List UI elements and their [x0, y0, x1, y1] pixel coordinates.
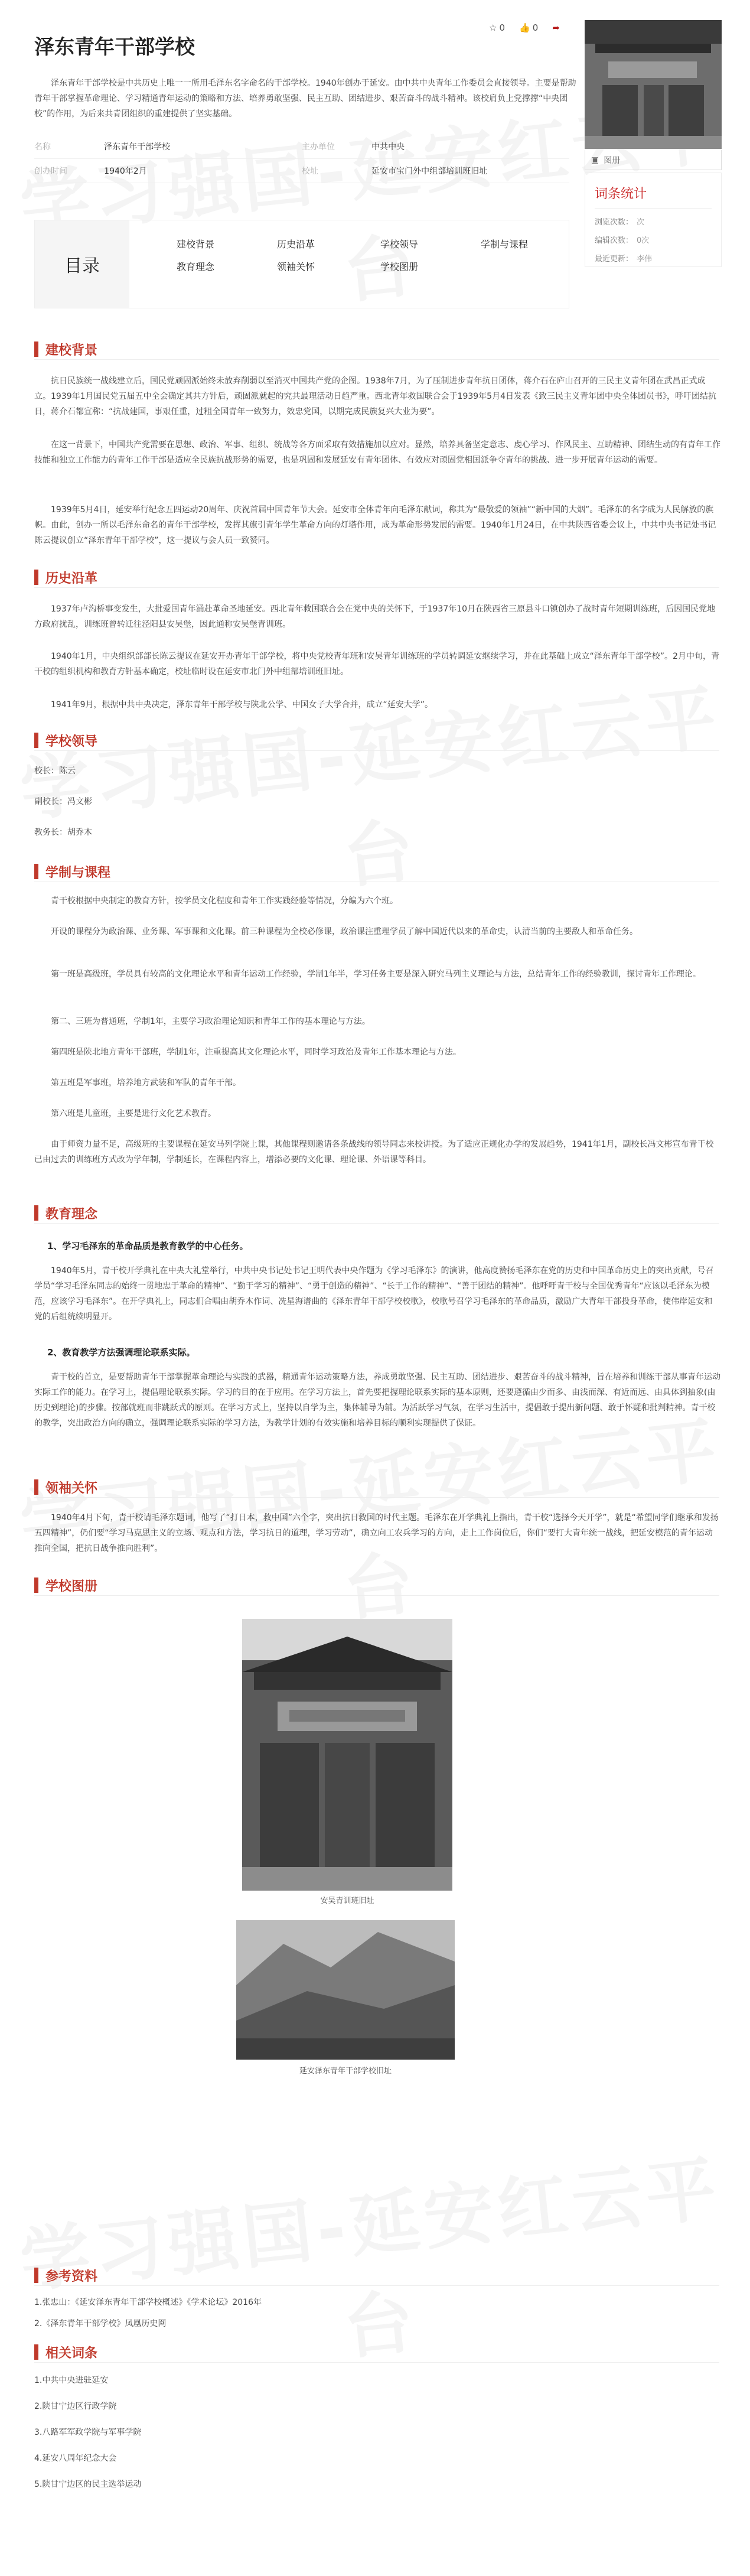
image-icon: ▣: [591, 155, 599, 165]
paragraph: 1940年5月，青干校开学典礼在中央大礼堂举行，中共中央书记处书记王明代表中央作题为《学习毛泽东》的演讲，他高度赞扬毛泽东在党的历史和中国革命历史上的突出贡献，号召学员“学习毛泽东同志的始终一贯地忠于革命的精神”、“勤于学习的精神”、“勇于创造的精神”、“长于工作的精神”、“善于团结的精神”。他呼吁青干校与全国优秀青年“应该以毛泽东为模范，应该学习毛泽东”。在开学典礼上，同志们合唱由胡乔木作词、冼星海谱曲的《泽东青年干部学校校歌》，校歌号召学习毛泽东的革命品质，激励广大青年干部投身革命，使伟岸延安和党的后组统续明显开。: [34, 1266, 714, 1322]
paragraph: 抗日民族统一战线建立后，国民党顽固派始终未放弃削弱以至消灭中国共产党的企图。1938年7月，为了压制进步青年抗日团体，蒋介石在庐山召开的三民主义青年团在武昌正式成立。1939年1月国民党五届五中全会确定其共方针后，顽固派就起的究共最理活动日趋严重。西北青年救国联合会于1939年5月4日发表《致三民主义青年团中央全体团员书》，呼吁团结抗日，蒋介石都宣称：“抗战建国，事艰任重，过粗全国青年一致努力，效忠党国，以期完成民族复兴大业为要”。: [34, 376, 716, 417]
leader-item: 校长：陈云: [34, 766, 76, 776]
section-heading-related: 相关词条: [34, 2342, 719, 2363]
paragraph: 第四班是陕北地方青年干部班，学制1年，注重提高其文化理论水平，同时学习政治及青年工作基本理论与方法。: [51, 1048, 461, 1057]
info-row: [34, 159, 569, 183]
leader-item: 副校长：冯文彬: [34, 797, 92, 806]
info-key: 校址: [302, 167, 318, 176]
like-button[interactable]: [519, 22, 538, 33]
paragraph: 第二、三班为普通班，学制1年，主要学习政治理论知识和青年工作的基本理论与方法。: [51, 1017, 370, 1026]
table-of-contents: [34, 220, 569, 308]
section-heading-leaders: 学校领导: [34, 730, 719, 751]
toc-item[interactable]: 历史沿革: [277, 239, 315, 250]
paragraph: 1940年1月，中央组织部部长陈云提议在延安开办青年干部学校，将中央党校青年班和安吴青年训练班的学员转调延安继续学习，并在此基础上成立“泽东青年干部学校”。2月中旬，青干校的组织机构和教育方针基本确定，校址临时设在延安市北门外中组部培训班旧址。: [34, 652, 719, 676]
reference-item[interactable]: 2.《泽东青年干部学校》凤凰历史网: [34, 2319, 167, 2328]
page-title: 泽东青年干部学校: [34, 35, 195, 59]
photo-yanan-site: [236, 1920, 455, 2060]
entry-stats: [585, 173, 722, 267]
share-button[interactable]: [552, 22, 560, 33]
subheading: 2、教育教学方法强调理论联系实际。: [47, 1347, 195, 1358]
toc-item[interactable]: 学制与课程: [481, 239, 529, 250]
hero-photo-image: [585, 20, 722, 149]
related-link[interactable]: 1.中共中央进驻延安: [34, 2376, 109, 2385]
favorite-count: 0: [499, 22, 505, 33]
toc-title: 目录: [35, 220, 129, 308]
paragraph: 1941年9月，根据中共中央决定，泽东青年干部学校与陕北公学、中国女子大学合并，成立“延安大学”。: [51, 700, 433, 710]
stats-updated: [595, 252, 721, 264]
star-icon: ☆: [489, 22, 497, 33]
paragraph: 开设的课程分为政治课、业务课、军事课和文化课。前三种课程为全校必修课，政治课注重理学员了解中国近代以来的革命史，认清当前的主要敌人和革命任务。: [51, 927, 638, 936]
photo-anwu-site: [242, 1619, 452, 1891]
favorite-button[interactable]: [489, 22, 505, 33]
stats-value: 0次: [637, 236, 650, 245]
gallery-photo[interactable]: [242, 1619, 452, 1891]
section-heading-references: 参考资料: [34, 2265, 719, 2286]
hero-photo[interactable]: [585, 20, 722, 149]
section-heading-philosophy: 教育理念: [34, 1203, 719, 1224]
paragraph: 第五班是军事班，培养地方武装和军队的青年干部。: [51, 1078, 241, 1088]
info-value: 中共中央: [371, 142, 405, 152]
photo-caption: 安吴青训班旧址: [320, 1897, 374, 1905]
thumb-up-icon: 👍: [519, 22, 530, 33]
stats-label: 最近更新：: [595, 255, 634, 264]
section-heading-care: 领袖关怀: [34, 1477, 719, 1498]
related-link[interactable]: 3.八路军军政学院与军事学院: [34, 2428, 142, 2437]
entry-stats-title: 词条统计: [595, 184, 712, 209]
paragraph: 第一班是高级班，学员具有较高的文化理论水平和青年运动工作经验，学制1年半，学习任务主要是深入研究马列主义理论与方法，总结青年工作的经验教训，探讨青年工作理论。: [51, 970, 701, 979]
share-icon: ➦: [552, 22, 560, 33]
paragraph: 由于师资力量不足，高级班的主要课程在延安马列学院上课，其他课程则邀请各条战线的领导同志来校讲授。为了适应正规化办学的发展趋势，1941年1月，副校长冯文彬宣布青干校已由过去的训练班方式改为学年制，学制延长，在课程内容上，增添必要的文化课、理论课、外语课等科目。: [34, 1140, 714, 1165]
photo-caption: 延安泽东青年干部学校旧址: [299, 2067, 392, 2076]
toc-item[interactable]: 学校领导: [380, 239, 419, 250]
info-key: 创办时间: [34, 167, 67, 176]
stats-edits: [595, 234, 721, 245]
reference-item[interactable]: 1.张忠山：《延安泽东青年干部学校概述》《学术论坛》2016年: [34, 2298, 262, 2307]
info-value: 1940年2月: [104, 167, 147, 176]
stats-views: [595, 216, 721, 227]
stats-value: 李伟: [637, 255, 653, 264]
gallery-link[interactable]: [585, 150, 722, 170]
intro-paragraph: 泽东青年干部学校是中共历史上唯一一所用毛泽东名字命名的干部学校。1940年创办于延安。由中共中央青年工作委员会直接领导。主要是帮助青年干部掌握革命理论、学习精通青年运动的策略和方法、培养勇敢坚强、民主互助、团结进步、艰苦奋斗的战斗精神。该校肩负上党撑撑“中央团校”的作用，为后来共青团组织的重建提供了坚实基础。: [34, 79, 576, 119]
paragraph: 1939年5月4日，延安举行纪念五四运动20周年、庆祝首届中国青年节大会。延安市全体青年向毛泽东献词，称其为“最敬爱的领袖”“新中国的大烟”。毛泽东的名字成为人民解放的旗帜。由此，创办一所以毛泽东命名的青年干部学校，发挥其旗引青年学生革命方向的灯塔作用，成为革命形势发展的需要。1940年1月24日，在中共陕西省委会议上，中共中央书记处书记陈云提议创立“泽东青年干部学校”，这一提议与会人员一致赞同。: [34, 505, 716, 545]
related-link[interactable]: 4.延安八周年纪念大会: [34, 2454, 117, 2463]
paragraph: 青干校的首立，是要帮助青年干部掌握革命理论与实践的武器，精通青年运动策略方法，养成勇敢坚强、民主互助、团结进步、艰苦奋斗的战斗精神，旨在培养和训练干部从事青年运动实际工作的能力。在学习上，提倡理论联系实际。学习的目的在于应用。在学习方法上，首先要把握理论联系实际的基本原则，还要遵循由少而多、由浅而深、有近而远、由具体到抽象(由历史到理论)的步骤。按部就班而非跳跃式的原则。在学习方式上，坚持以自学为主，集体辅导为辅。为活跃学习气氛，在学习生活中，提倡敢于提出新问题、敢于怀疑和批判精神。青干校的教学，突出政治方向的确立，强调理论联系实际的学习方法，为教学计划的有效实施和培养目标的顺利实现提供了保证。: [34, 1372, 720, 1428]
paragraph: 1940年4月下旬，青干校请毛泽东题词，他写了“打日本，救中国”六个字，突出抗日救国的时代主题。毛泽东在开学典礼上指出，青干校“选择今天开学”，就是“希望同学们继承和发扬五四精神”，仍们要“学习马克思主义的立场、观点和方法，学习抗日的道理，学习劳动”，确立向工农兵学习的方向，走上工作岗位后，你们“要打大青年统一战线，把延安模范的青年运动推向全国，把抗日战争推向胜利”。: [34, 1513, 719, 1553]
info-value: 延安市宝门外中组部培训班旧址: [371, 167, 488, 176]
basic-info: [34, 135, 569, 183]
paragraph: 在这一背景下，中国共产党需要在思想、政治、军事、组织、统战等各方面采取有效措施加以应对。显然，培养具备坚定意志、虔心学习、作风民主、互助精神、团结生动的有青年工作技能和独立工作能力的青年工作干部是适应全民族抗战形势的需要，也是巩固和发展延安有青年团体、有效应对顽固党相国派争夺青年的挑战、进一步开展青年运动的需要。: [34, 440, 720, 465]
toolbar: [489, 22, 560, 33]
stats-value: 次: [637, 218, 645, 227]
info-key: 名称: [34, 142, 51, 152]
paragraph: 青干校根据中央制定的教育方针，按学员文化程度和青年工作实践经验等情况，分编为六个班。: [51, 896, 398, 906]
toc-item[interactable]: 教育理念: [177, 261, 215, 272]
toc-item[interactable]: 建校背景: [177, 239, 215, 250]
section-heading-background: 建校背景: [34, 339, 719, 360]
section-heading-gallery: 学校图册: [34, 1575, 719, 1596]
gallery-link-label: 图册: [604, 155, 621, 165]
info-key: 主办单位: [302, 142, 335, 152]
paragraph: 1937年卢沟桥事变发生，大批爱国青年涌赴革命圣地延安。西北青年救国联合会在党中央的关怀下，于1937年10月在陕西省三原县斗口镇创办了战时青年短期训练班，后因国民党地方政府扰乱，训练班曾转迁往泾阳县安吴堡，因此通称安吴堡青训班。: [34, 604, 716, 629]
section-heading-history: 历史沿革: [34, 567, 719, 588]
section-heading-curriculum: 学制与课程: [34, 861, 719, 882]
gallery-photo[interactable]: [236, 1920, 455, 2060]
info-row: [34, 135, 569, 159]
stats-label: 编辑次数：: [595, 236, 634, 245]
info-value: 泽东青年干部学校: [104, 142, 171, 152]
paragraph: 第六班是儿童班，主要是进行文化艺术教育。: [51, 1109, 216, 1118]
toc-item[interactable]: 学校图册: [380, 261, 419, 272]
subheading: 1、学习毛泽东的革命品质是教育教学的中心任务。: [47, 1241, 249, 1251]
leader-item: 教务长：胡乔木: [34, 828, 92, 837]
stats-label: 浏览次数：: [595, 218, 634, 227]
related-link[interactable]: 2.陕甘宁边区行政学院: [34, 2402, 117, 2411]
toc-item[interactable]: 领袖关怀: [277, 261, 315, 272]
like-count: 0: [532, 22, 539, 33]
related-link[interactable]: 5.陕甘宁边区的民主选举运动: [34, 2480, 142, 2489]
